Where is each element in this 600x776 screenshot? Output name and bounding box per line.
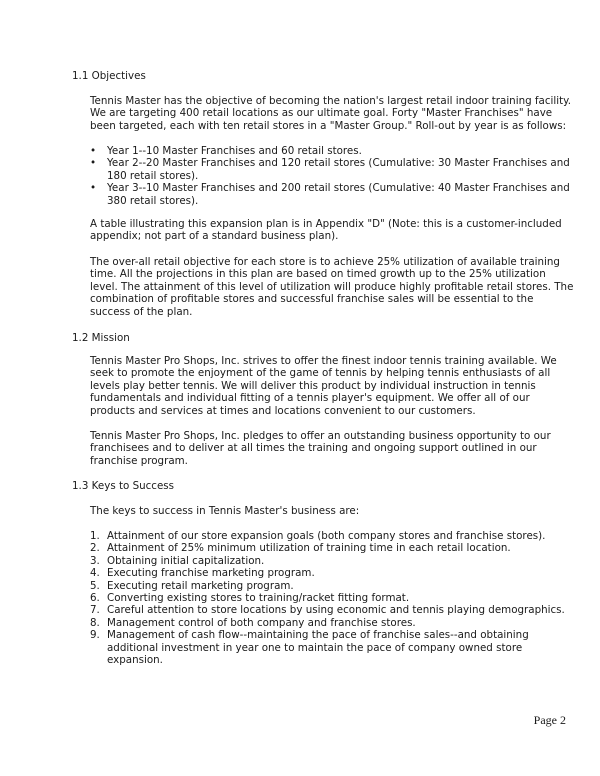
bullet-icon: • [90, 182, 97, 195]
bullet-icon: • [90, 145, 97, 157]
rollout-bullet-list [90, 145, 570, 207]
list-number: 6. [90, 592, 100, 605]
utilization-paragraph: The over-all retail objective for each store is to achieve 25% utilization of available training time. All the projections in this plan are based on timed growth up to the 25% utilization level. The attainment of this level of utilization will produce highly profitable retail stores. The combination of profitable stores and successful franchise sales will be essential to the success of the plan. [90, 256, 574, 318]
keys-list-text: Executing franchise marketing program. [107, 567, 315, 580]
keys-list-item [90, 629, 570, 666]
keys-numbered-list [90, 530, 570, 666]
keys-list-text: Executing retail marketing program. [107, 579, 294, 592]
rollout-bullet-item [90, 157, 570, 182]
list-number: 1. [90, 530, 100, 542]
mission-heading: 1.2 Mission [72, 332, 130, 344]
rollout-bullet-item [90, 182, 570, 207]
list-number: 2. [90, 542, 100, 555]
keys-list-item [90, 592, 570, 604]
rollout-bullet-item [90, 145, 570, 157]
keys-list-text: Attainment of our store expansion goals (both company stores and franchise stores). [107, 530, 546, 542]
list-number: 9. [90, 629, 100, 642]
keys-list-item [90, 604, 570, 616]
keys-intro-paragraph: The keys to success in Tennis Master's business are: [90, 505, 360, 517]
rollout-bullet-text: Year 1--10 Master Franchises and 60 retail stores. [107, 145, 362, 157]
keys-list-item [90, 580, 570, 592]
keys-heading: 1.3 Keys to Success [72, 480, 175, 492]
list-number: 4. [90, 567, 100, 580]
rollout-bullet-text: Year 2--20 Master Franchises and 120 retail stores (Cumulative: 30 Master Franchises and 180 retail stores). [107, 157, 570, 182]
keys-list-item [90, 555, 570, 567]
objectives-heading: 1.1 Objectives [72, 70, 146, 82]
list-number: 8. [90, 616, 100, 629]
keys-list-item [90, 567, 570, 579]
bullet-icon: • [90, 157, 97, 170]
appendix-note-paragraph: A table illustrating this expansion plan is in Appendix "D" (Note: this is a customer-included appendix; not part of a standard business plan). [90, 218, 562, 243]
list-number: 5. [90, 579, 100, 592]
keys-list-item [90, 530, 570, 542]
rollout-bullet-text: Year 3--10 Master Franchises and 200 retail stores (Cumulative: 40 Master Franchises and 380 retail stores). [107, 182, 570, 207]
list-number: 7. [90, 604, 100, 617]
keys-list-text: Attainment of 25% minimum utilization of training time in each retail location. [107, 542, 511, 555]
keys-list-item [90, 542, 570, 554]
keys-list-text: Obtaining initial capitalization. [107, 554, 265, 567]
keys-list-item [90, 617, 570, 629]
mission-paragraph-2: Tennis Master Pro Shops, Inc. pledges to offer an outstanding business opportunity to our franchisees and to deliver at all times the training and ongoing support outlined in our franchise program. [90, 430, 551, 467]
keys-list-text: Converting existing stores to training/racket fitting format. [107, 592, 410, 605]
objectives-intro-paragraph: Tennis Master has the objective of becoming the nation's largest retail indoor training facility. We are targeting 400 retail locations as our ultimate goal. Forty "Master Franchises" have been targeted, each with ten retail stores in a "Master Group." Roll-out by year is as follows: [90, 95, 572, 132]
list-number: 3. [90, 554, 100, 567]
keys-list-text: Careful attention to store locations by using economic and tennis playing demographics. [107, 604, 565, 617]
page-number: Page 2 [533, 713, 566, 727]
keys-list-text: Management control of both company and franchise stores. [107, 616, 416, 629]
mission-paragraph-1: Tennis Master Pro Shops, Inc. strives to offer the finest indoor tennis training available. We seek to promote the enjoyment of the game of tennis by helping tennis enthusiasts of all levels play better tennis. We will deliver this product by individual instruction in tennis fundamentals and individual fitting of a tennis player's equipment. We offer all of our products and services at times and locations convenient to our customers. [90, 355, 557, 417]
keys-list-text: Management of cash flow--maintaining the pace of franchise sales--and obtaining additional investment in year one to maintain the pace of company owned store expansion. [107, 629, 529, 667]
